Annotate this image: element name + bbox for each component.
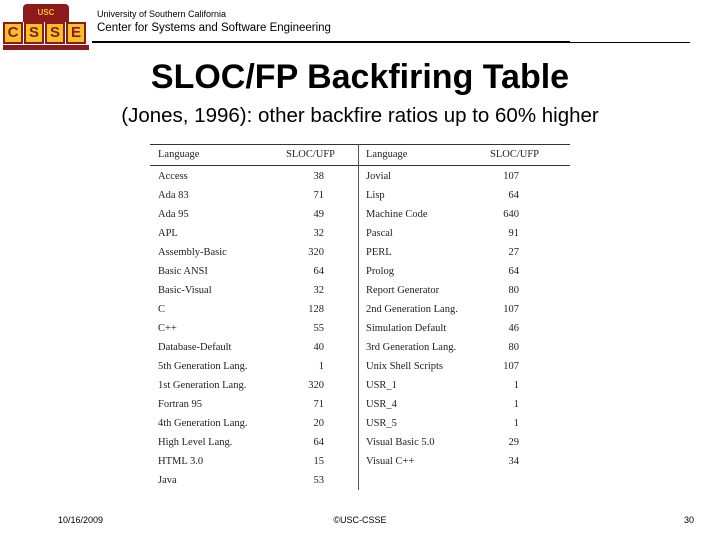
language-cell: USR_4 bbox=[366, 399, 397, 410]
logo-letter: C bbox=[3, 22, 23, 44]
sloc-cell: 64 bbox=[313, 266, 324, 277]
sloc-cell: 71 bbox=[313, 190, 324, 201]
header-sloc-left: SLOC/UFP bbox=[286, 149, 336, 160]
center-name: Center for Systems and Software Engineering bbox=[97, 22, 331, 34]
sloc-cell: 46 bbox=[508, 323, 519, 334]
language-cell: Java bbox=[158, 475, 177, 486]
language-cell: C bbox=[158, 304, 166, 315]
table-rule-top bbox=[150, 144, 570, 145]
table-row bbox=[359, 243, 569, 262]
language-cell: Report Generator bbox=[366, 285, 440, 296]
table-row bbox=[150, 205, 360, 224]
table-row bbox=[150, 471, 360, 490]
sloc-cell: 107 bbox=[503, 361, 519, 372]
sloc-cell: 320 bbox=[308, 247, 324, 258]
sloc-cell: 64 bbox=[313, 437, 324, 448]
university-name: University of Southern California bbox=[97, 9, 227, 19]
table-row bbox=[359, 357, 569, 376]
sloc-cell: 1 bbox=[513, 380, 519, 391]
table-row bbox=[359, 319, 569, 338]
language-cell: Ada 83 bbox=[158, 190, 189, 201]
sloc-cell: 1 bbox=[318, 361, 324, 372]
language-cell: Ada 95 bbox=[158, 209, 189, 220]
header-divider-thin bbox=[570, 42, 690, 43]
language-cell: Machine Code bbox=[366, 209, 428, 220]
language-cell: Basic-Visual bbox=[158, 285, 212, 296]
logo-letter: S bbox=[24, 22, 44, 44]
csse-logo bbox=[3, 4, 89, 50]
sloc-cell: 80 bbox=[508, 342, 519, 353]
language-cell: USR_5 bbox=[366, 418, 397, 429]
table-row bbox=[150, 300, 360, 319]
language-cell: PERL bbox=[366, 247, 392, 258]
table-row bbox=[359, 376, 569, 395]
table-row bbox=[150, 395, 360, 414]
sloc-cell: 49 bbox=[313, 209, 324, 220]
table-row bbox=[150, 281, 360, 300]
sloc-cell: 32 bbox=[313, 228, 324, 239]
slide-title: SLOC/FP Backfiring Table bbox=[150, 58, 570, 96]
table-row bbox=[150, 167, 360, 186]
sloc-cell: 320 bbox=[308, 380, 324, 391]
slide-subtitle: (Jones, 1996): other backfire ratios up to 60% higher bbox=[121, 104, 599, 127]
language-cell: High Level Lang. bbox=[158, 437, 233, 448]
sloc-cell: 640 bbox=[503, 209, 519, 220]
sloc-cell: 53 bbox=[313, 475, 324, 486]
language-cell: Fortran 95 bbox=[158, 399, 203, 410]
table-row bbox=[150, 224, 360, 243]
language-cell: Visual C++ bbox=[366, 456, 415, 467]
logo-letter: S bbox=[45, 22, 65, 44]
sloc-cell: 107 bbox=[503, 304, 519, 315]
sloc-cell: 80 bbox=[508, 285, 519, 296]
sloc-cell: 1 bbox=[513, 418, 519, 429]
table-row bbox=[359, 414, 569, 433]
backfiring-table bbox=[150, 144, 570, 492]
language-cell: USR_1 bbox=[366, 380, 397, 391]
sloc-cell: 32 bbox=[313, 285, 324, 296]
language-cell: Basic ANSI bbox=[158, 266, 208, 277]
table-rule-header bbox=[150, 165, 570, 166]
logo-base bbox=[3, 45, 89, 50]
sloc-cell: 128 bbox=[308, 304, 324, 315]
language-cell: Database-Default bbox=[158, 342, 232, 353]
table-row bbox=[359, 300, 569, 319]
language-cell: 3rd Generation Lang. bbox=[366, 342, 457, 353]
sloc-cell: 15 bbox=[313, 456, 324, 467]
language-cell: Lisp bbox=[366, 190, 385, 201]
sloc-cell: 40 bbox=[313, 342, 324, 353]
table-row bbox=[359, 452, 569, 471]
language-cell: HTML 3.0 bbox=[158, 456, 204, 467]
table-row bbox=[359, 186, 569, 205]
language-cell: Visual Basic 5.0 bbox=[366, 437, 435, 448]
table-row bbox=[150, 338, 360, 357]
language-cell: 4th Generation Lang. bbox=[158, 418, 248, 429]
table-row bbox=[150, 376, 360, 395]
table-row bbox=[359, 262, 569, 281]
language-cell: Simulation Default bbox=[366, 323, 447, 334]
language-cell: Access bbox=[158, 171, 188, 182]
language-cell: C++ bbox=[158, 323, 177, 334]
language-cell: 1st Generation Lang. bbox=[158, 380, 247, 391]
table-row bbox=[359, 205, 569, 224]
language-cell: Prolog bbox=[366, 266, 395, 277]
sloc-cell: 107 bbox=[503, 171, 519, 182]
table-row bbox=[359, 433, 569, 452]
table-row bbox=[359, 281, 569, 300]
logo-arch: USC bbox=[23, 4, 69, 22]
table-row bbox=[150, 319, 360, 338]
sloc-cell: 55 bbox=[313, 323, 324, 334]
language-cell: Pascal bbox=[366, 228, 393, 239]
sloc-cell: 27 bbox=[508, 247, 519, 258]
sloc-cell: 64 bbox=[508, 190, 519, 201]
header-language-right: Language bbox=[366, 149, 408, 160]
header-language-left: Language bbox=[158, 149, 200, 160]
sloc-cell: 20 bbox=[313, 418, 324, 429]
language-cell: APL bbox=[158, 228, 178, 239]
table-row bbox=[150, 243, 360, 262]
sloc-cell: 38 bbox=[313, 171, 324, 182]
table-row bbox=[150, 262, 360, 281]
table-row bbox=[150, 414, 360, 433]
sloc-cell: 29 bbox=[508, 437, 519, 448]
table-row bbox=[359, 167, 569, 186]
sloc-cell: 1 bbox=[513, 399, 519, 410]
language-cell: Jovial bbox=[366, 171, 392, 182]
header-divider bbox=[92, 41, 570, 43]
page-number: 30 bbox=[683, 515, 694, 525]
footer-date: 10/16/2009 bbox=[58, 515, 104, 525]
sloc-cell: 34 bbox=[508, 456, 519, 467]
table-row bbox=[359, 224, 569, 243]
table-row bbox=[150, 357, 360, 376]
sloc-cell: 91 bbox=[508, 228, 519, 239]
header-sloc-right: SLOC/UFP bbox=[490, 149, 540, 160]
language-cell: Assembly-Basic bbox=[158, 247, 227, 258]
table-row bbox=[359, 338, 569, 357]
table-row bbox=[150, 186, 360, 205]
language-cell: Unix Shell Scripts bbox=[366, 361, 444, 372]
logo-letter: E bbox=[66, 22, 86, 44]
sloc-cell: 64 bbox=[508, 266, 519, 277]
footer-copyright: ©USC-CSSE bbox=[333, 515, 387, 525]
table-row bbox=[150, 452, 360, 471]
language-cell: 5th Generation Lang. bbox=[158, 361, 248, 372]
sloc-cell: 71 bbox=[313, 399, 324, 410]
table-row bbox=[359, 395, 569, 414]
language-cell: 2nd Generation Lang. bbox=[366, 304, 458, 315]
logo-letters bbox=[3, 22, 86, 44]
table-row bbox=[150, 433, 360, 452]
